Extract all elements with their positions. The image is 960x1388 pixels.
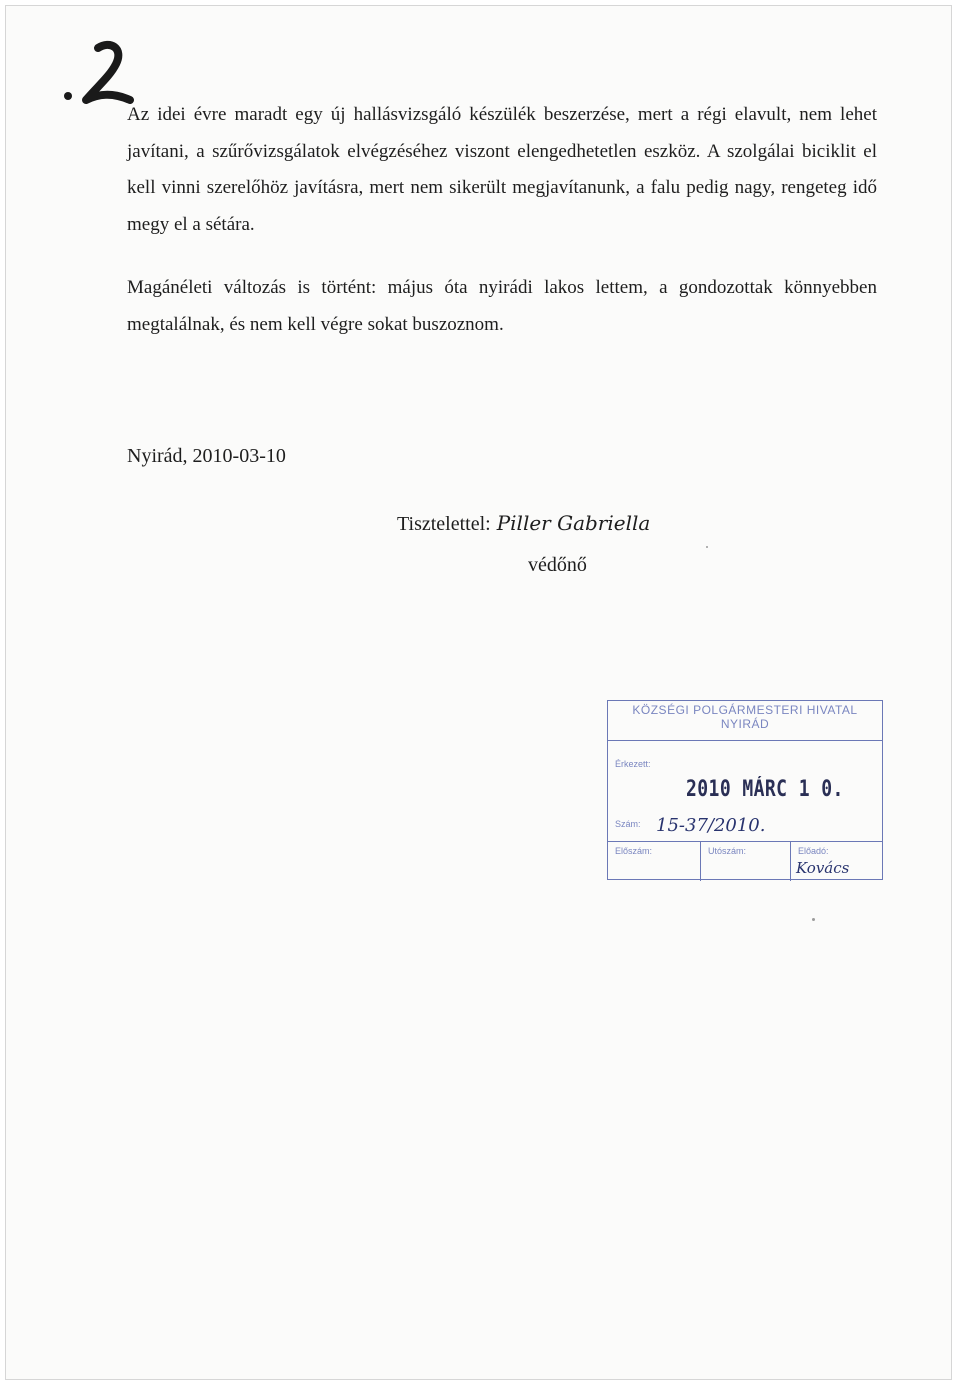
scan-speck [812,918,815,921]
body-paragraph: Magánéleti változás is történt: május óta nyirádi lakos lettem, a gondozottak könnyebben megtalálnak, és nem kell végre sokat buszoznom. [127,277,877,335]
stamp-office-line: NYIRÁD [720,717,770,731]
place-and-date: Nyirád, 2010-03-10 [127,445,286,467]
document-page [5,5,952,1380]
stamp-next-number-label: Utószám: [708,846,747,856]
stamp-number-value: 15-37/2010. [656,815,766,836]
stamp-office-line: KÖZSÉGI POLGÁRMESTERI HIVATAL [632,703,858,717]
page-number-glyph [58,34,138,114]
stamp-divider [700,841,701,881]
stamp-received-date: 2010 MÁRC 1 0. [686,777,844,802]
stamp-prev-number-label: Előszám: [615,846,653,856]
stamp-handler-value: Kovács [796,859,850,877]
registry-stamp [607,700,883,880]
stamp-handler-label: Előadó: [798,846,829,856]
stamp-office-name [608,701,882,741]
signer-role: védőnő [528,554,587,576]
signature: Piller Gabriella [496,511,651,535]
closing-line [397,511,650,536]
stamp-divider [608,841,882,842]
scan-speck [706,546,708,548]
salutation: Tisztelettel: [397,513,491,535]
stamp-number-label: Szám: [615,819,641,829]
stamp-received-label: Érkezett: [615,759,651,769]
body-paragraph: Az idei évre maradt egy új hallásvizsgáló készülék beszerzése, mert a régi elavult, nem lehet javítani, a szűrővizsgálatok elvégzéséhez viszont elengedhetetlen eszköz. A szolgálai biciklit el kell vinni szerelőhöz javításra, mert nem sikerült megjavítanunk, a falu pedig nagy, rengeteg idő megy el a sétára. [127,104,877,235]
stamp-divider [790,841,791,881]
handwritten-page-number [58,34,138,114]
